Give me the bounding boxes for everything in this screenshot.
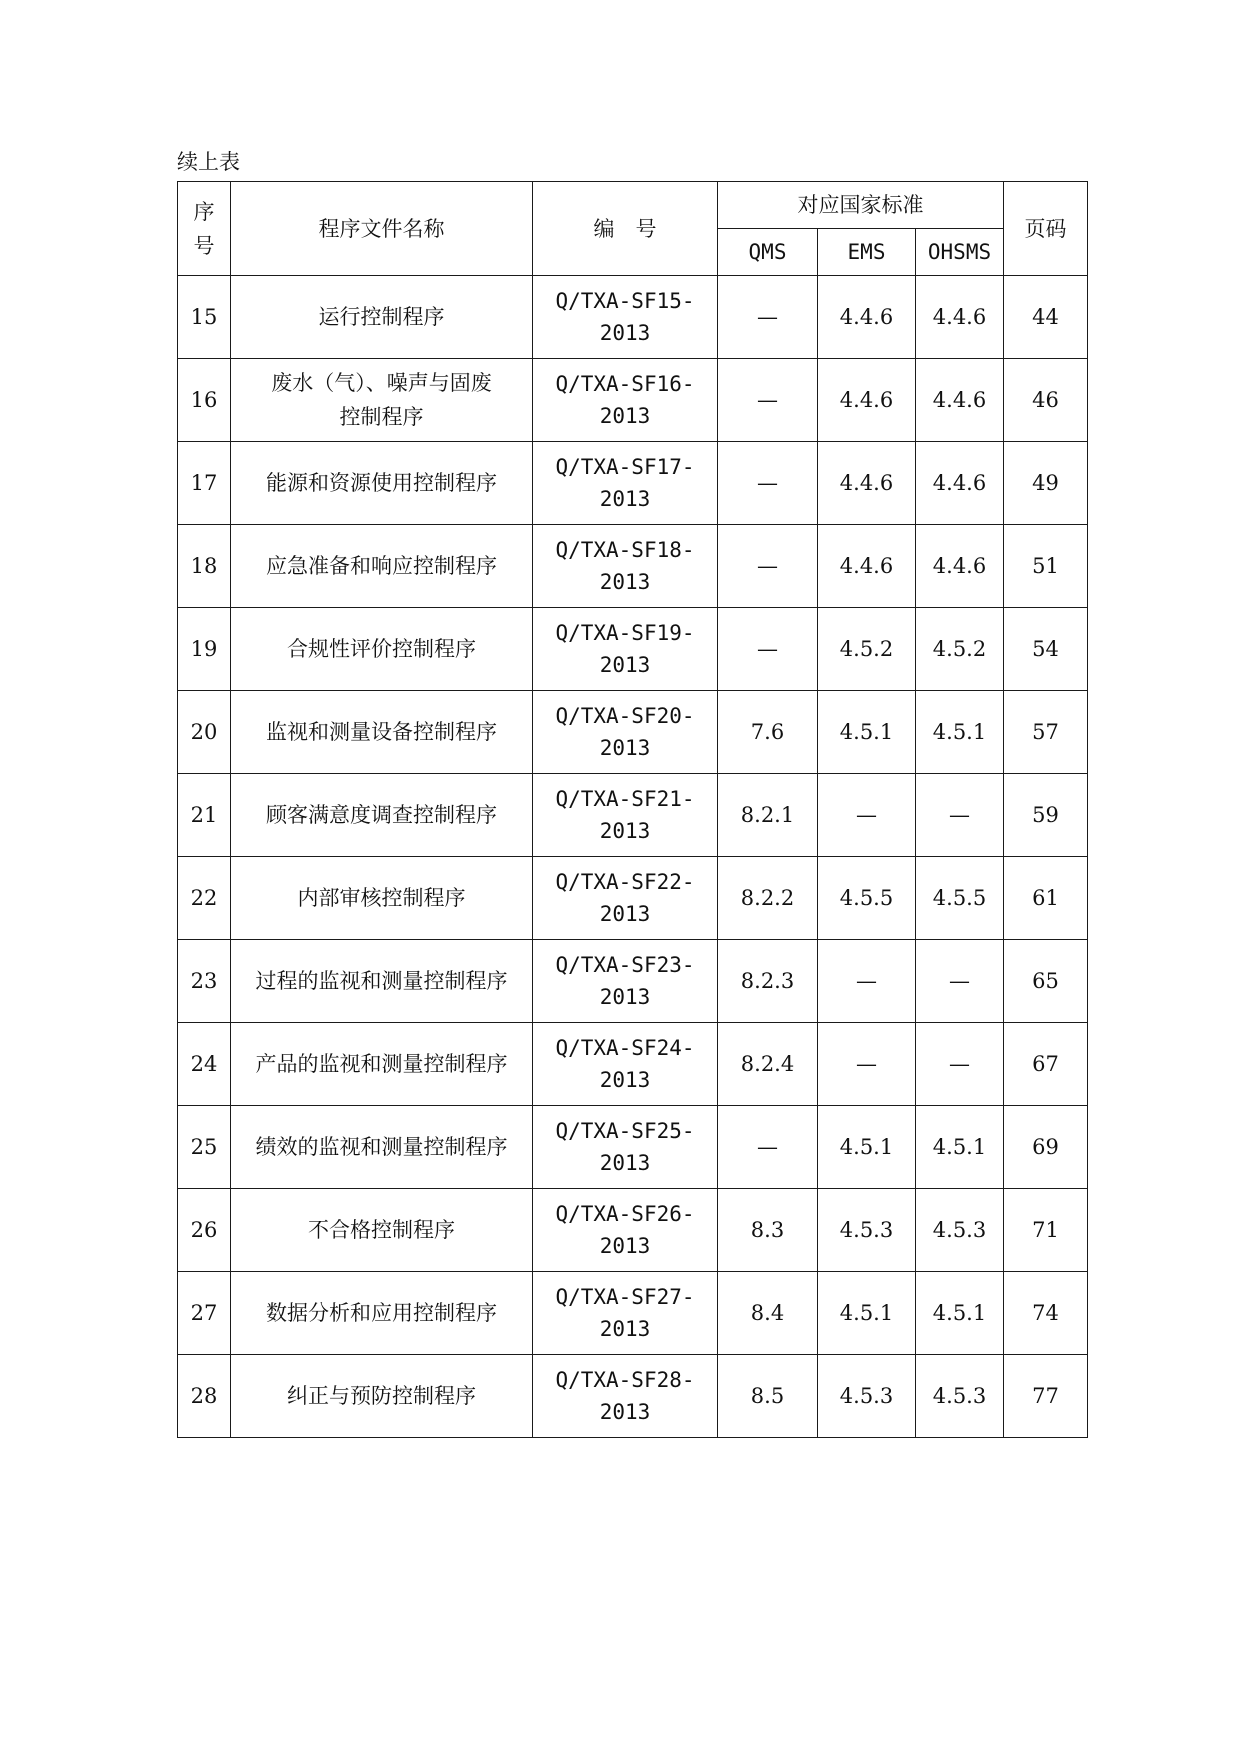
procedure-index-table	[177, 181, 1088, 1438]
cell-ohsms: 4.4.6	[916, 276, 1004, 359]
cell-ems: 4.4.6	[818, 525, 916, 608]
cell-code: Q/TXA-SF20-2013	[533, 691, 718, 774]
cell-qms: 8.2.1	[718, 774, 818, 857]
cell-code: Q/TXA-SF22-2013	[533, 857, 718, 940]
cell-name	[231, 359, 533, 442]
cell-qms: —	[718, 608, 818, 691]
cell-code: Q/TXA-SF25-2013	[533, 1106, 718, 1189]
cell-seq: 15	[178, 276, 231, 359]
cell-name	[231, 1106, 533, 1189]
cell-code: Q/TXA-SF17-2013	[533, 442, 718, 525]
cell-ems: 4.5.5	[818, 857, 916, 940]
cell-page: 51	[1004, 525, 1088, 608]
cell-name-line: 废水（气）、噪声与固废	[271, 371, 492, 395]
cell-seq: 20	[178, 691, 231, 774]
cell-page: 74	[1004, 1272, 1088, 1355]
table-row	[178, 691, 1088, 774]
cell-seq: 24	[178, 1023, 231, 1106]
cell-qms: 8.2.4	[718, 1023, 818, 1106]
cell-name-line: 运行控制程序	[318, 305, 445, 329]
cell-seq: 21	[178, 774, 231, 857]
cell-name	[231, 940, 533, 1023]
table-row	[178, 359, 1088, 442]
cell-name-line: 内部审核控制程序	[297, 886, 466, 910]
cell-seq: 17	[178, 442, 231, 525]
table-row	[178, 857, 1088, 940]
cell-ems: —	[818, 774, 916, 857]
cell-code: Q/TXA-SF15-2013	[533, 276, 718, 359]
cell-name-line: 控制程序	[339, 405, 424, 429]
cell-qms: 8.5	[718, 1355, 818, 1438]
cell-code: Q/TXA-SF27-2013	[533, 1272, 718, 1355]
table-header	[178, 182, 1088, 276]
cell-ems: —	[818, 1023, 916, 1106]
cell-ohsms: —	[916, 1023, 1004, 1106]
table-row	[178, 608, 1088, 691]
cell-page: 54	[1004, 608, 1088, 691]
cell-page: 67	[1004, 1023, 1088, 1106]
table-row	[178, 1189, 1088, 1272]
cell-name	[231, 1023, 533, 1106]
cell-name	[231, 857, 533, 940]
cell-page: 44	[1004, 276, 1088, 359]
table-caption: 续上表	[177, 150, 240, 174]
cell-ems: 4.4.6	[818, 442, 916, 525]
cell-page: 59	[1004, 774, 1088, 857]
cell-qms: 8.2.3	[718, 940, 818, 1023]
cell-ohsms: —	[916, 940, 1004, 1023]
cell-qms: 8.2.2	[718, 857, 818, 940]
header-page: 页码	[1004, 182, 1088, 276]
cell-code: Q/TXA-SF18-2013	[533, 525, 718, 608]
cell-ohsms: 4.4.6	[916, 359, 1004, 442]
header-ohsms: OHSMS	[916, 229, 1004, 276]
cell-name	[231, 691, 533, 774]
cell-name-line: 顾客满意度调查控制程序	[266, 803, 497, 827]
table-row	[178, 442, 1088, 525]
cell-ohsms: 4.4.6	[916, 442, 1004, 525]
cell-seq: 22	[178, 857, 231, 940]
header-qms: QMS	[718, 229, 818, 276]
cell-ems: 4.5.3	[818, 1189, 916, 1272]
cell-ohsms: 4.5.3	[916, 1355, 1004, 1438]
cell-name-line: 产品的监视和测量控制程序	[255, 1052, 508, 1076]
cell-qms: —	[718, 359, 818, 442]
cell-name	[231, 608, 533, 691]
cell-name	[231, 442, 533, 525]
cell-ems: 4.5.1	[818, 1106, 916, 1189]
cell-qms: —	[718, 1106, 818, 1189]
cell-seq: 25	[178, 1106, 231, 1189]
header-name: 程序文件名称	[231, 182, 533, 276]
header-seq: 序 号	[178, 182, 231, 276]
table-row	[178, 1355, 1088, 1438]
cell-ohsms: 4.5.1	[916, 1106, 1004, 1189]
cell-name-line: 应急准备和响应控制程序	[266, 554, 497, 578]
cell-page: 61	[1004, 857, 1088, 940]
cell-name-line: 纠正与预防控制程序	[287, 1384, 476, 1408]
cell-ohsms: 4.5.1	[916, 1272, 1004, 1355]
cell-qms: —	[718, 442, 818, 525]
cell-ems: 4.4.6	[818, 359, 916, 442]
cell-page: 57	[1004, 691, 1088, 774]
cell-name	[231, 525, 533, 608]
cell-page: 77	[1004, 1355, 1088, 1438]
cell-name	[231, 774, 533, 857]
cell-ems: 4.5.1	[818, 1272, 916, 1355]
cell-ems: 4.5.1	[818, 691, 916, 774]
cell-name-line: 过程的监视和测量控制程序	[255, 969, 508, 993]
cell-seq: 18	[178, 525, 231, 608]
cell-name-line: 能源和资源使用控制程序	[266, 471, 497, 495]
cell-seq: 19	[178, 608, 231, 691]
table-row	[178, 774, 1088, 857]
cell-ohsms: 4.5.3	[916, 1189, 1004, 1272]
cell-qms: 7.6	[718, 691, 818, 774]
cell-ohsms: 4.4.6	[916, 525, 1004, 608]
cell-name	[231, 276, 533, 359]
cell-qms: —	[718, 525, 818, 608]
cell-ems: 4.5.3	[818, 1355, 916, 1438]
cell-name-line: 绩效的监视和测量控制程序	[255, 1135, 508, 1159]
cell-ohsms: 4.5.5	[916, 857, 1004, 940]
cell-page: 69	[1004, 1106, 1088, 1189]
cell-ems: —	[818, 940, 916, 1023]
cell-ohsms: —	[916, 774, 1004, 857]
cell-name	[231, 1272, 533, 1355]
cell-qms: 8.4	[718, 1272, 818, 1355]
header-code: 编 号	[533, 182, 718, 276]
table-row	[178, 1106, 1088, 1189]
cell-name	[231, 1355, 533, 1438]
cell-page: 49	[1004, 442, 1088, 525]
cell-qms: 8.3	[718, 1189, 818, 1272]
cell-seq: 16	[178, 359, 231, 442]
cell-seq: 26	[178, 1189, 231, 1272]
cell-ems: 4.4.6	[818, 276, 916, 359]
cell-code: Q/TXA-SF19-2013	[533, 608, 718, 691]
cell-name-line: 合规性评价控制程序	[287, 637, 476, 661]
cell-code: Q/TXA-SF24-2013	[533, 1023, 718, 1106]
cell-name-line: 监视和测量设备控制程序	[266, 720, 497, 744]
cell-code: Q/TXA-SF23-2013	[533, 940, 718, 1023]
table-row	[178, 940, 1088, 1023]
cell-name-line: 数据分析和应用控制程序	[266, 1301, 497, 1325]
header-ems: EMS	[818, 229, 916, 276]
cell-code: Q/TXA-SF16-2013	[533, 359, 718, 442]
cell-ohsms: 4.5.1	[916, 691, 1004, 774]
table-row	[178, 1272, 1088, 1355]
table-row	[178, 276, 1088, 359]
table-row	[178, 1023, 1088, 1106]
header-standard: 对应国家标准	[718, 182, 1004, 229]
cell-code: Q/TXA-SF21-2013	[533, 774, 718, 857]
cell-seq: 27	[178, 1272, 231, 1355]
cell-seq: 23	[178, 940, 231, 1023]
cell-code: Q/TXA-SF28-2013	[533, 1355, 718, 1438]
cell-qms: —	[718, 276, 818, 359]
cell-page: 71	[1004, 1189, 1088, 1272]
cell-seq: 28	[178, 1355, 231, 1438]
table-body	[178, 276, 1088, 1438]
cell-page: 65	[1004, 940, 1088, 1023]
cell-ohsms: 4.5.2	[916, 608, 1004, 691]
cell-name	[231, 1189, 533, 1272]
table-row	[178, 525, 1088, 608]
cell-page: 46	[1004, 359, 1088, 442]
cell-code: Q/TXA-SF26-2013	[533, 1189, 718, 1272]
cell-name-line: 不合格控制程序	[308, 1218, 455, 1242]
cell-ems: 4.5.2	[818, 608, 916, 691]
